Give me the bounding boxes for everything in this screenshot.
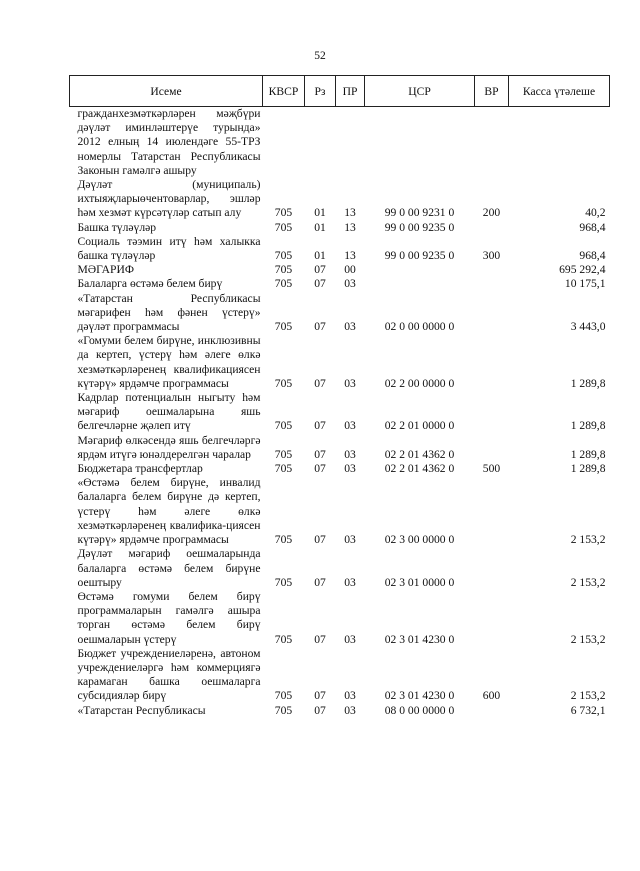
row-rz: 07	[314, 632, 326, 646]
budget-table	[69, 75, 610, 718]
row-kvsr: 705	[274, 263, 293, 277]
row-rz: 01	[314, 220, 326, 234]
row-pr: 03	[344, 462, 356, 476]
row-csr: 02 3 01 4230 0	[384, 689, 455, 703]
row-sum: 1 289,8	[570, 462, 606, 476]
row-kvsr: 705	[274, 419, 293, 433]
row-rz: 07	[314, 703, 326, 717]
row-name: Башка түләүләр	[77, 220, 157, 234]
row-csr: 02 3 01 4230 0	[384, 632, 455, 646]
row-name: Балаларга өстәмә белем бирү	[77, 277, 223, 291]
row-kvsr: 705	[274, 376, 293, 390]
row-name: Кадрлар потенциалын ныгыту һәм мәгариф оешмаларына яшь белгечләрне җәлеп итү	[77, 391, 261, 433]
row-kvsr: 705	[274, 689, 293, 703]
header-vr: ВР	[475, 76, 509, 107]
header-sum: Касса үтәлеше	[509, 76, 610, 107]
table-row	[70, 178, 610, 221]
header-rz: Рз	[305, 76, 336, 107]
row-vr	[475, 107, 509, 179]
row-name: МӘГАРИФ	[77, 263, 134, 277]
row-pr: 13	[344, 206, 356, 220]
row-sum: 3 443,0	[570, 320, 606, 334]
row-csr: 02 2 01 4362 0	[384, 447, 455, 461]
row-kvsr: 705	[274, 462, 293, 476]
row-sum	[509, 107, 610, 179]
row-kvsr: 705	[274, 277, 293, 291]
row-sum: 968,4	[579, 249, 606, 263]
row-pr: 03	[344, 632, 356, 646]
row-csr	[365, 277, 475, 291]
row-csr: 08 0 00 0000 0	[384, 703, 455, 717]
row-sum: 1 289,8	[570, 447, 606, 461]
row-name: «Гомуми белем бирүне, инклюзивны да кертеп, үстерү һәм әлеге өлкә хезмәткәрләренең квалификациясен күтәрү» ярдәмче программасы	[77, 334, 261, 390]
row-csr: 02 3 01 0000 0	[384, 575, 455, 589]
row-vr	[475, 434, 509, 462]
table-row	[70, 704, 610, 718]
row-sum: 10 175,1	[564, 277, 606, 291]
row-kvsr: 705	[274, 632, 293, 646]
row-csr: 99 0 00 9235 0	[384, 220, 455, 234]
row-csr	[365, 263, 475, 277]
row-pr: 03	[344, 575, 356, 589]
row-vr: 300	[482, 249, 501, 263]
table-row	[70, 547, 610, 590]
row-vr	[475, 547, 509, 590]
header-kvsr: КВСР	[263, 76, 305, 107]
row-name: «Татарстан Республикасы мәгарифен һәм фәнен үстерү» дәүләт программасы	[77, 291, 261, 334]
row-vr: 600	[482, 689, 501, 703]
row-name: Мәгариф өлкәсендә яшь белгечләргә ярдәм итүгә юнәлдерелгән чаралар	[77, 433, 261, 461]
row-vr	[475, 292, 509, 335]
row-sum: 2 153,2	[570, 533, 606, 547]
row-kvsr: 705	[274, 575, 293, 589]
row-pr	[336, 107, 365, 179]
header-pr: ПР	[336, 76, 365, 107]
row-name: «Татарстан Республикасы	[77, 703, 206, 717]
row-pr: 03	[344, 376, 356, 390]
row-rz	[305, 107, 336, 179]
row-sum: 2 153,2	[570, 689, 606, 703]
row-csr: 99 0 00 9235 0	[384, 249, 455, 263]
row-kvsr: 705	[274, 206, 293, 220]
row-vr	[475, 391, 509, 434]
row-kvsr: 705	[274, 447, 293, 461]
page-number: 52	[314, 50, 326, 62]
row-sum: 695 292,4	[559, 263, 606, 277]
row-csr: 02 2 01 0000 0	[384, 419, 455, 433]
table-row	[70, 235, 610, 263]
table-row	[70, 462, 610, 476]
row-kvsr: 705	[274, 249, 293, 263]
row-pr: 03	[344, 277, 356, 291]
row-sum: 1 289,8	[570, 376, 606, 390]
row-sum: 6 732,1	[570, 703, 606, 717]
table-row	[70, 221, 610, 235]
row-name: Дәүләт мәгариф оешмаларында балаларга өстәмә белем бирүне оештыру	[77, 547, 261, 589]
row-pr: 13	[344, 220, 356, 234]
header-name: Исеме	[70, 76, 263, 107]
table-row	[70, 277, 610, 291]
row-vr	[475, 704, 509, 718]
row-rz: 07	[314, 263, 326, 277]
table-row	[70, 292, 610, 335]
row-name: гражданхезмәткәрләрен мәҗбүри дәүләт иминләштерүе турында» 2012 елның 14 июлендәге 55-ТРЗ номерлы Татарстан Республикасы Законын гамәлгә ашыру	[77, 107, 261, 177]
row-csr: 02 0 00 0000 0	[384, 320, 455, 334]
table-row	[70, 647, 610, 704]
row-rz: 07	[314, 462, 326, 476]
row-name: Бюджет учреждениеләренә, автоном учреждениеләргә һәм коммерциягә карамаган башка оешмаларга субсидияләр бирү	[77, 646, 261, 703]
table-row	[70, 434, 610, 462]
row-csr	[365, 107, 475, 179]
table-row	[70, 263, 610, 277]
row-name: Социаль тәэмин итү һәм халыкка башка түләүләр	[77, 234, 261, 263]
row-sum: 2 153,2	[570, 575, 606, 589]
row-rz: 07	[314, 277, 326, 291]
row-rz: 07	[314, 447, 326, 461]
row-vr: 500	[482, 462, 501, 476]
row-vr	[475, 277, 509, 291]
row-kvsr: 705	[274, 533, 293, 547]
row-pr: 03	[344, 533, 356, 547]
row-pr: 00	[344, 263, 356, 277]
row-csr: 02 3 00 0000 0	[384, 533, 455, 547]
row-rz: 07	[314, 419, 326, 433]
row-csr: 02 2 00 0000 0	[384, 376, 455, 390]
row-csr: 99 0 00 9231 0	[384, 206, 455, 220]
row-rz: 01	[314, 249, 326, 263]
row-pr: 03	[344, 447, 356, 461]
row-rz: 07	[314, 376, 326, 390]
row-pr: 03	[344, 419, 356, 433]
row-sum: 40,2	[585, 206, 606, 220]
row-rz: 07	[314, 533, 326, 547]
row-vr	[475, 476, 509, 547]
row-sum: 2 153,2	[570, 632, 606, 646]
row-vr: 200	[482, 206, 501, 220]
row-pr: 13	[344, 249, 356, 263]
row-rz: 07	[314, 689, 326, 703]
row-kvsr	[263, 107, 305, 179]
row-kvsr: 705	[274, 220, 293, 234]
table-row	[70, 107, 610, 179]
row-name: Дәүләт (муниципаль) ихтыяҗларыөчентоварлар, эшләр һәм хезмәт күрсәтүләр сатып алу	[77, 178, 261, 220]
header-csr: ЦСР	[365, 76, 475, 107]
row-rz: 07	[314, 320, 326, 334]
row-pr: 03	[344, 703, 356, 717]
table-row	[70, 391, 610, 434]
row-sum: 968,4	[579, 220, 606, 234]
row-name: Бюджетара трансфертлар	[77, 462, 203, 476]
row-vr	[475, 263, 509, 277]
table-row	[70, 590, 610, 647]
row-kvsr: 705	[274, 320, 293, 334]
row-kvsr: 705	[274, 703, 293, 717]
row-csr: 02 2 01 4362 0	[384, 462, 455, 476]
row-rz: 07	[314, 575, 326, 589]
row-vr	[475, 334, 509, 391]
row-name: Өстәмә гомуми белем бирү программаларын гамәлгә ашыра торган өстәмә белем бирү оешмаларын үстерү	[77, 589, 261, 646]
row-pr: 03	[344, 689, 356, 703]
row-sum: 1 289,8	[570, 419, 606, 433]
row-vr	[475, 221, 509, 235]
row-pr: 03	[344, 320, 356, 334]
row-name: «Өстәмә белем бирүне, инвалид балаларга белем бирүне дә кертеп, үстерү һәм әлеге өлкә хезмәткәрләренең квалифика-циясен күтәрү» ярдәмче программасы	[77, 476, 261, 547]
table-row	[70, 476, 610, 547]
table-header	[70, 76, 610, 107]
table-body	[70, 107, 610, 718]
row-rz: 01	[314, 206, 326, 220]
row-vr	[475, 590, 509, 647]
table-row	[70, 334, 610, 391]
